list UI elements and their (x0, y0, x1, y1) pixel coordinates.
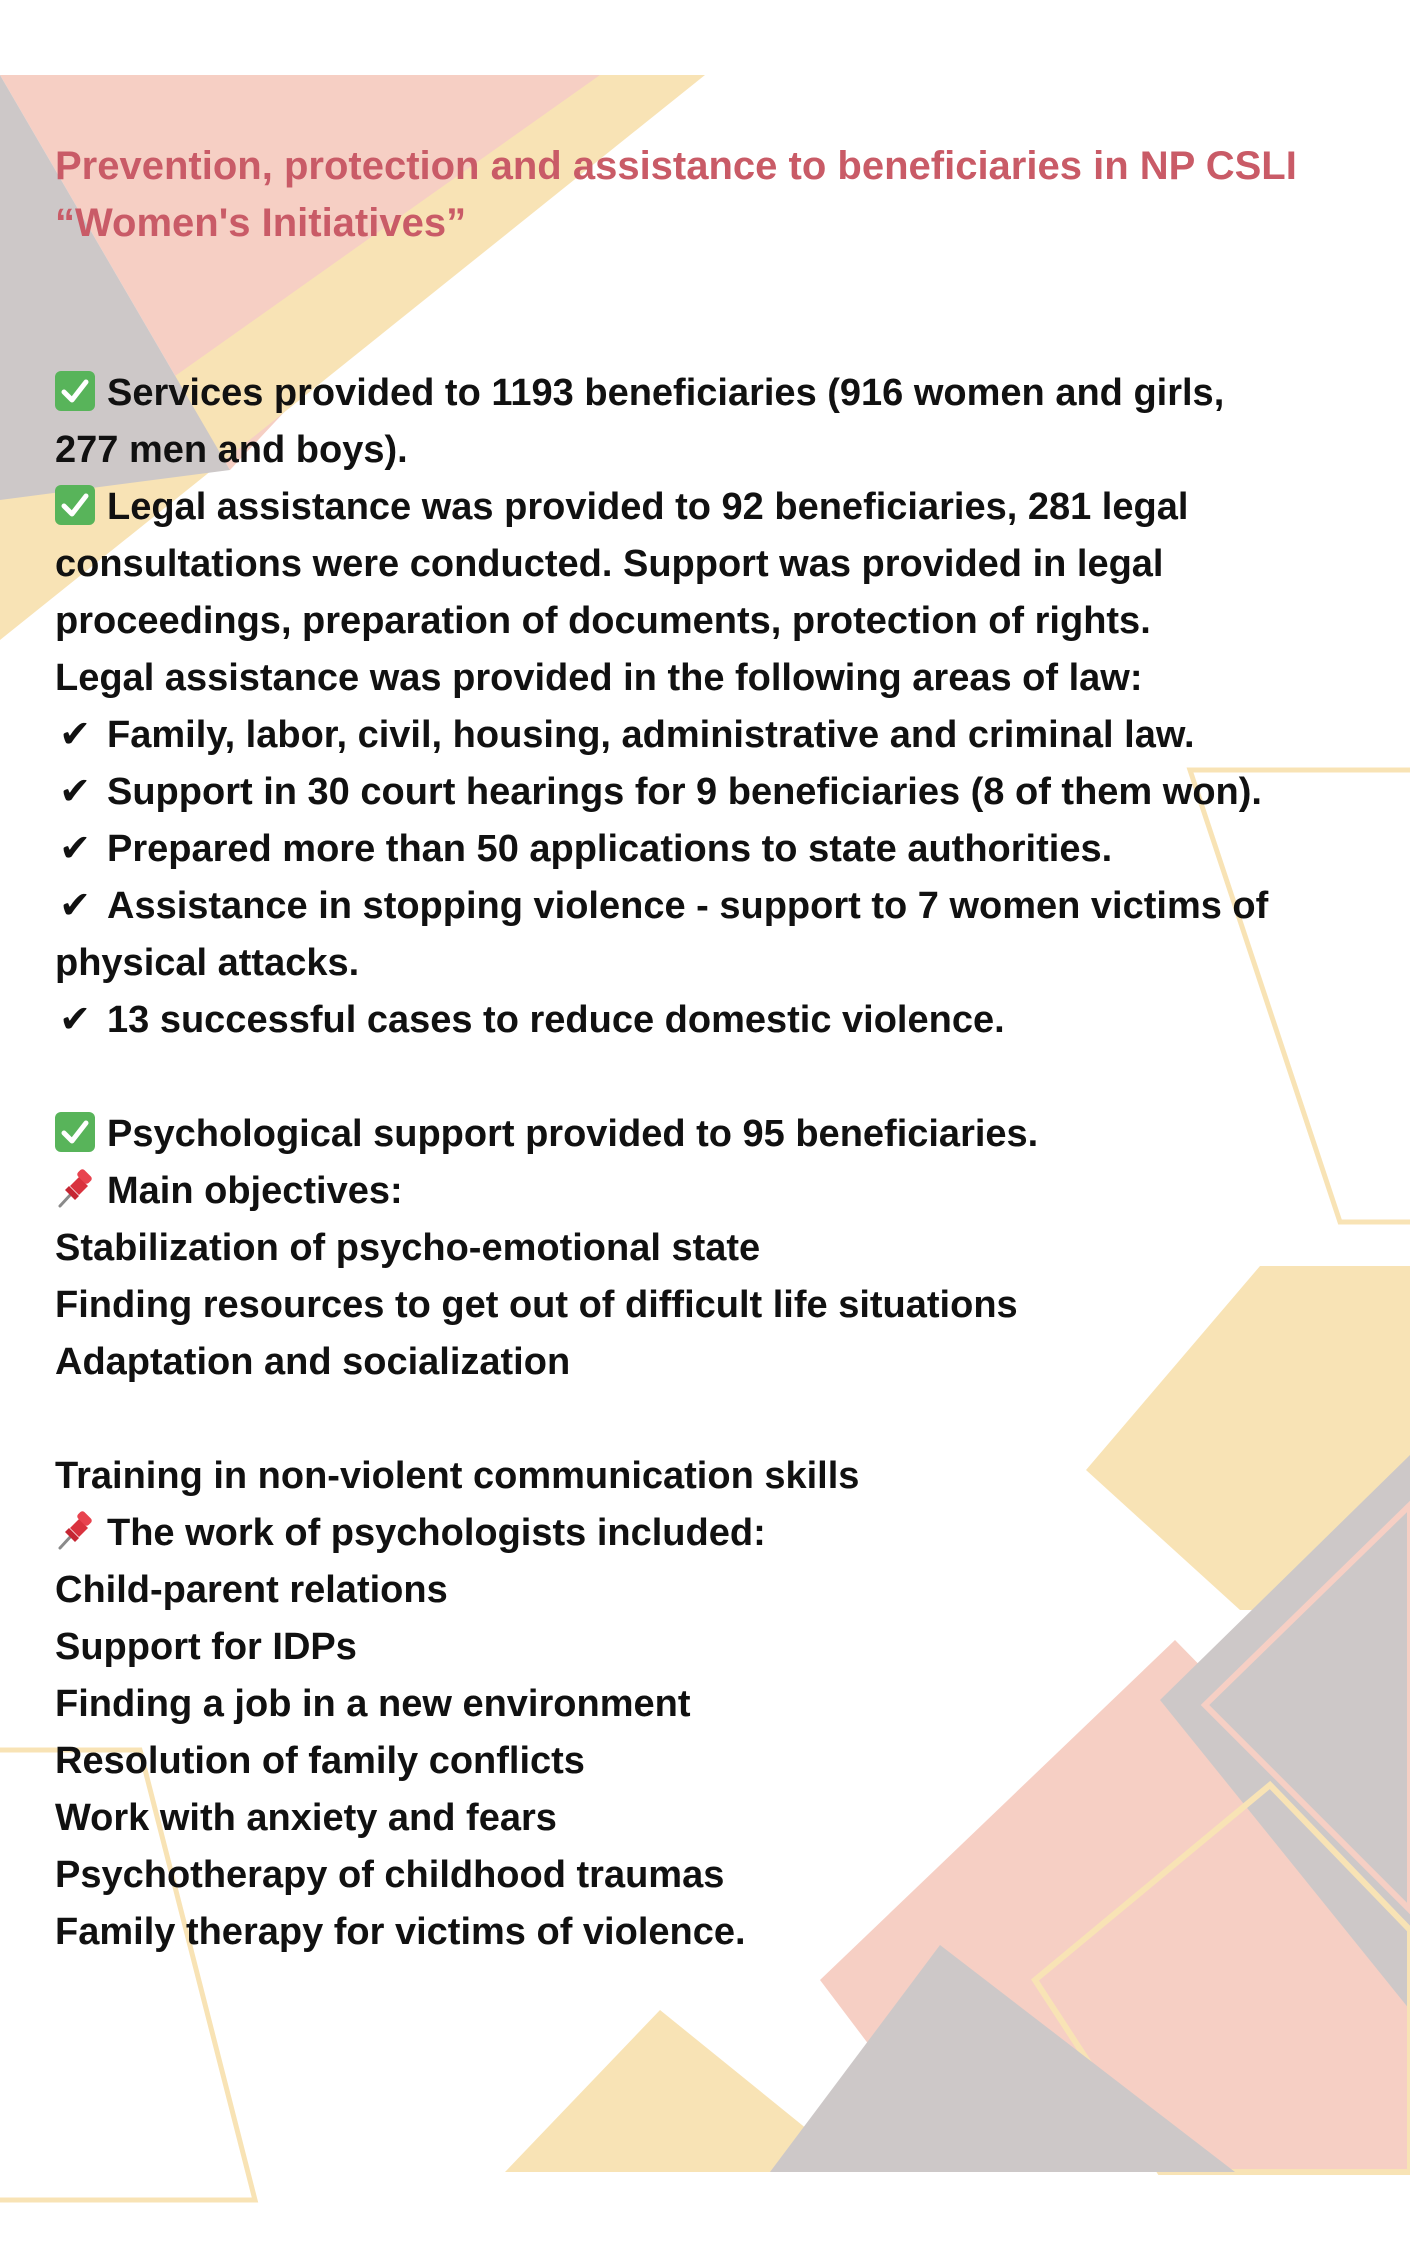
services-line-1 (55, 365, 1385, 422)
work-item-5: Work with anxiety and fears (55, 1797, 557, 1839)
page-title (55, 138, 1385, 252)
legal-item-2 (55, 764, 1385, 821)
check-mark-icon (55, 485, 95, 525)
work-item-7: Family therapy for victims of violence. (55, 1911, 746, 1953)
content (55, 138, 1385, 1961)
objective-1: Stabilization of psycho-emotional state (55, 1227, 761, 1269)
legal-item-4-text: Assistance in stopping violence - support to 7 women victims of (107, 885, 1269, 927)
objectives-heading-text: Main objectives: (107, 1170, 403, 1212)
title-line-2: “Women's Initiatives” (55, 201, 467, 245)
legal-line-2: consultations were conducted. Support was provided in legal (55, 543, 1164, 585)
tick-icon: ✔ (59, 771, 91, 813)
training-line: Training in non-violent communication skills (55, 1455, 860, 1497)
legal-line-1 (55, 479, 1385, 536)
legal-item-3 (55, 821, 1385, 878)
title-line-1: Prevention, protection and assistance to beneficiaries in NP CSLI (55, 144, 1297, 188)
work-item-4: Resolution of family conflicts (55, 1740, 585, 1782)
legal-line-4: Legal assistance was provided in the following areas of law: (55, 657, 1143, 699)
psych-line (55, 1106, 1385, 1163)
work-item-3: Finding a job in a new environment (55, 1683, 691, 1725)
work-item-2: Support for IDPs (55, 1626, 357, 1668)
services-text-1: Services provided to 1193 beneficiaries (916 women and girls, (107, 372, 1225, 414)
legal-line-3: proceedings, preparation of documents, protection of rights. (55, 600, 1151, 642)
legal-item-4 (55, 878, 1385, 935)
check-mark-icon (55, 1112, 95, 1152)
blank-line (55, 1391, 1385, 1448)
legal-item-2-text: Support in 30 court hearings for 9 beneficiaries (8 of them won). (107, 771, 1262, 813)
check-mark-icon (55, 371, 95, 411)
legal-item-5-text: 13 successful cases to reduce domestic violence. (107, 999, 1005, 1041)
blank-line (55, 1049, 1385, 1106)
pushpin-icon (55, 1511, 95, 1551)
tick-icon: ✔ (59, 828, 91, 870)
objective-3: Adaptation and socialization (55, 1341, 571, 1383)
pushpin-icon (55, 1169, 95, 1209)
legal-item-5 (55, 992, 1385, 1049)
work-item-6: Psychotherapy of childhood traumas (55, 1854, 725, 1896)
psychologists-heading-text: The work of psychologists included: (107, 1512, 766, 1554)
tick-icon: ✔ (59, 885, 91, 927)
tick-icon: ✔ (59, 714, 91, 756)
body-text (55, 365, 1385, 1961)
legal-item-1-text: Family, labor, civil, housing, administrative and criminal law. (107, 714, 1195, 756)
tick-icon: ✔ (59, 999, 91, 1041)
legal-item-3-text: Prepared more than 50 applications to state authorities. (107, 828, 1113, 870)
objectives-heading (55, 1163, 1385, 1220)
legal-item-1 (55, 707, 1385, 764)
work-item-1: Child-parent relations (55, 1569, 448, 1611)
legal-item-4-cont: physical attacks. (55, 942, 360, 984)
services-line-2: 277 men and boys). (55, 429, 408, 471)
psych-text: Psychological support provided to 95 beneficiaries. (107, 1113, 1039, 1155)
legal-text-1: Legal assistance was provided to 92 beneficiaries, 281 legal (107, 486, 1189, 528)
psychologists-heading (55, 1505, 1385, 1562)
objective-2: Finding resources to get out of difficult life situations (55, 1284, 1018, 1326)
